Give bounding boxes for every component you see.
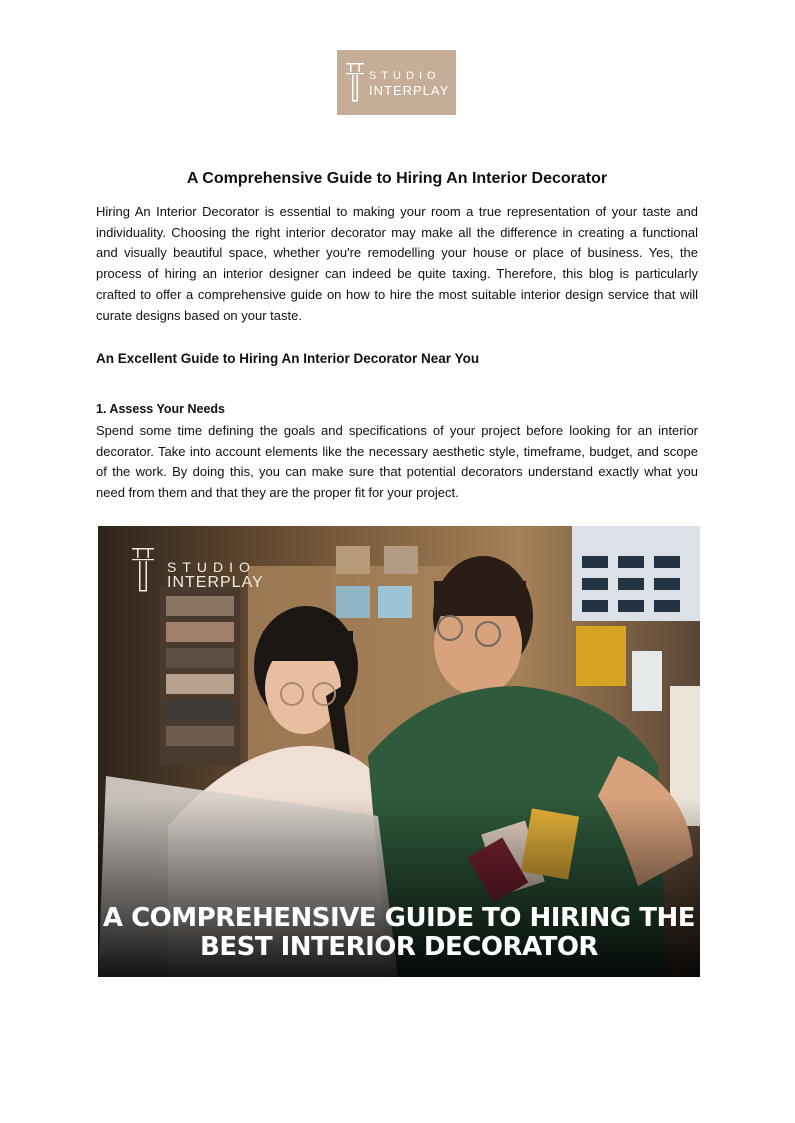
hero-logo-word-studio: STUDIO (167, 559, 256, 575)
studio-interplay-logo (337, 50, 456, 115)
hero-caption (98, 904, 700, 962)
hero-logo-mark-icon (131, 546, 155, 596)
hero-caption-line-1: A COMPREHENSIVE GUIDE TO HIRING THE (102, 903, 696, 933)
step-1-paragraph: Spend some time defining the goals and specifications of your project before looking for an interior decorator. Take into account elements like the necessary aesthetic style, timeframe, budget, and scope of the work. By doing this, you can make sure that potential decorators understand exactly what you need from them and that they are the proper fit for your project. (96, 423, 698, 501)
article-title: A Comprehensive Guide to Hiring An Interior Decorator (186, 170, 608, 187)
hero-logo-word-interplay: INTERPLAY (167, 574, 264, 591)
intro-paragraph: Hiring An Interior Decorator is essential to making your room a true representation of your taste and individuality. Choosing the right interior decorator may make all the difference in creating a functional and visually beautiful space, whether you're remodelling your house or place of business. Yes, the process of hiring an interior designer can indeed be quite taxing. Therefore, this blog is particularly crafted to offer a comprehensive guide on how to hire the most suitable interior design service that will curate designs based on your taste. (96, 204, 698, 323)
hero-image (98, 526, 700, 977)
step-1-heading: 1. Assess Your Needs (96, 402, 226, 416)
section-heading: An Excellent Guide to Hiring An Interior Decorator Near You (96, 351, 480, 366)
hero-caption-line-2: BEST INTERIOR DECORATOR (200, 932, 598, 962)
logo-mark-icon (345, 59, 365, 105)
logo-word-interplay: INTERPLAY (369, 83, 450, 98)
hero-logo (131, 546, 271, 596)
logo-word-studio: STUDIO (369, 70, 441, 82)
